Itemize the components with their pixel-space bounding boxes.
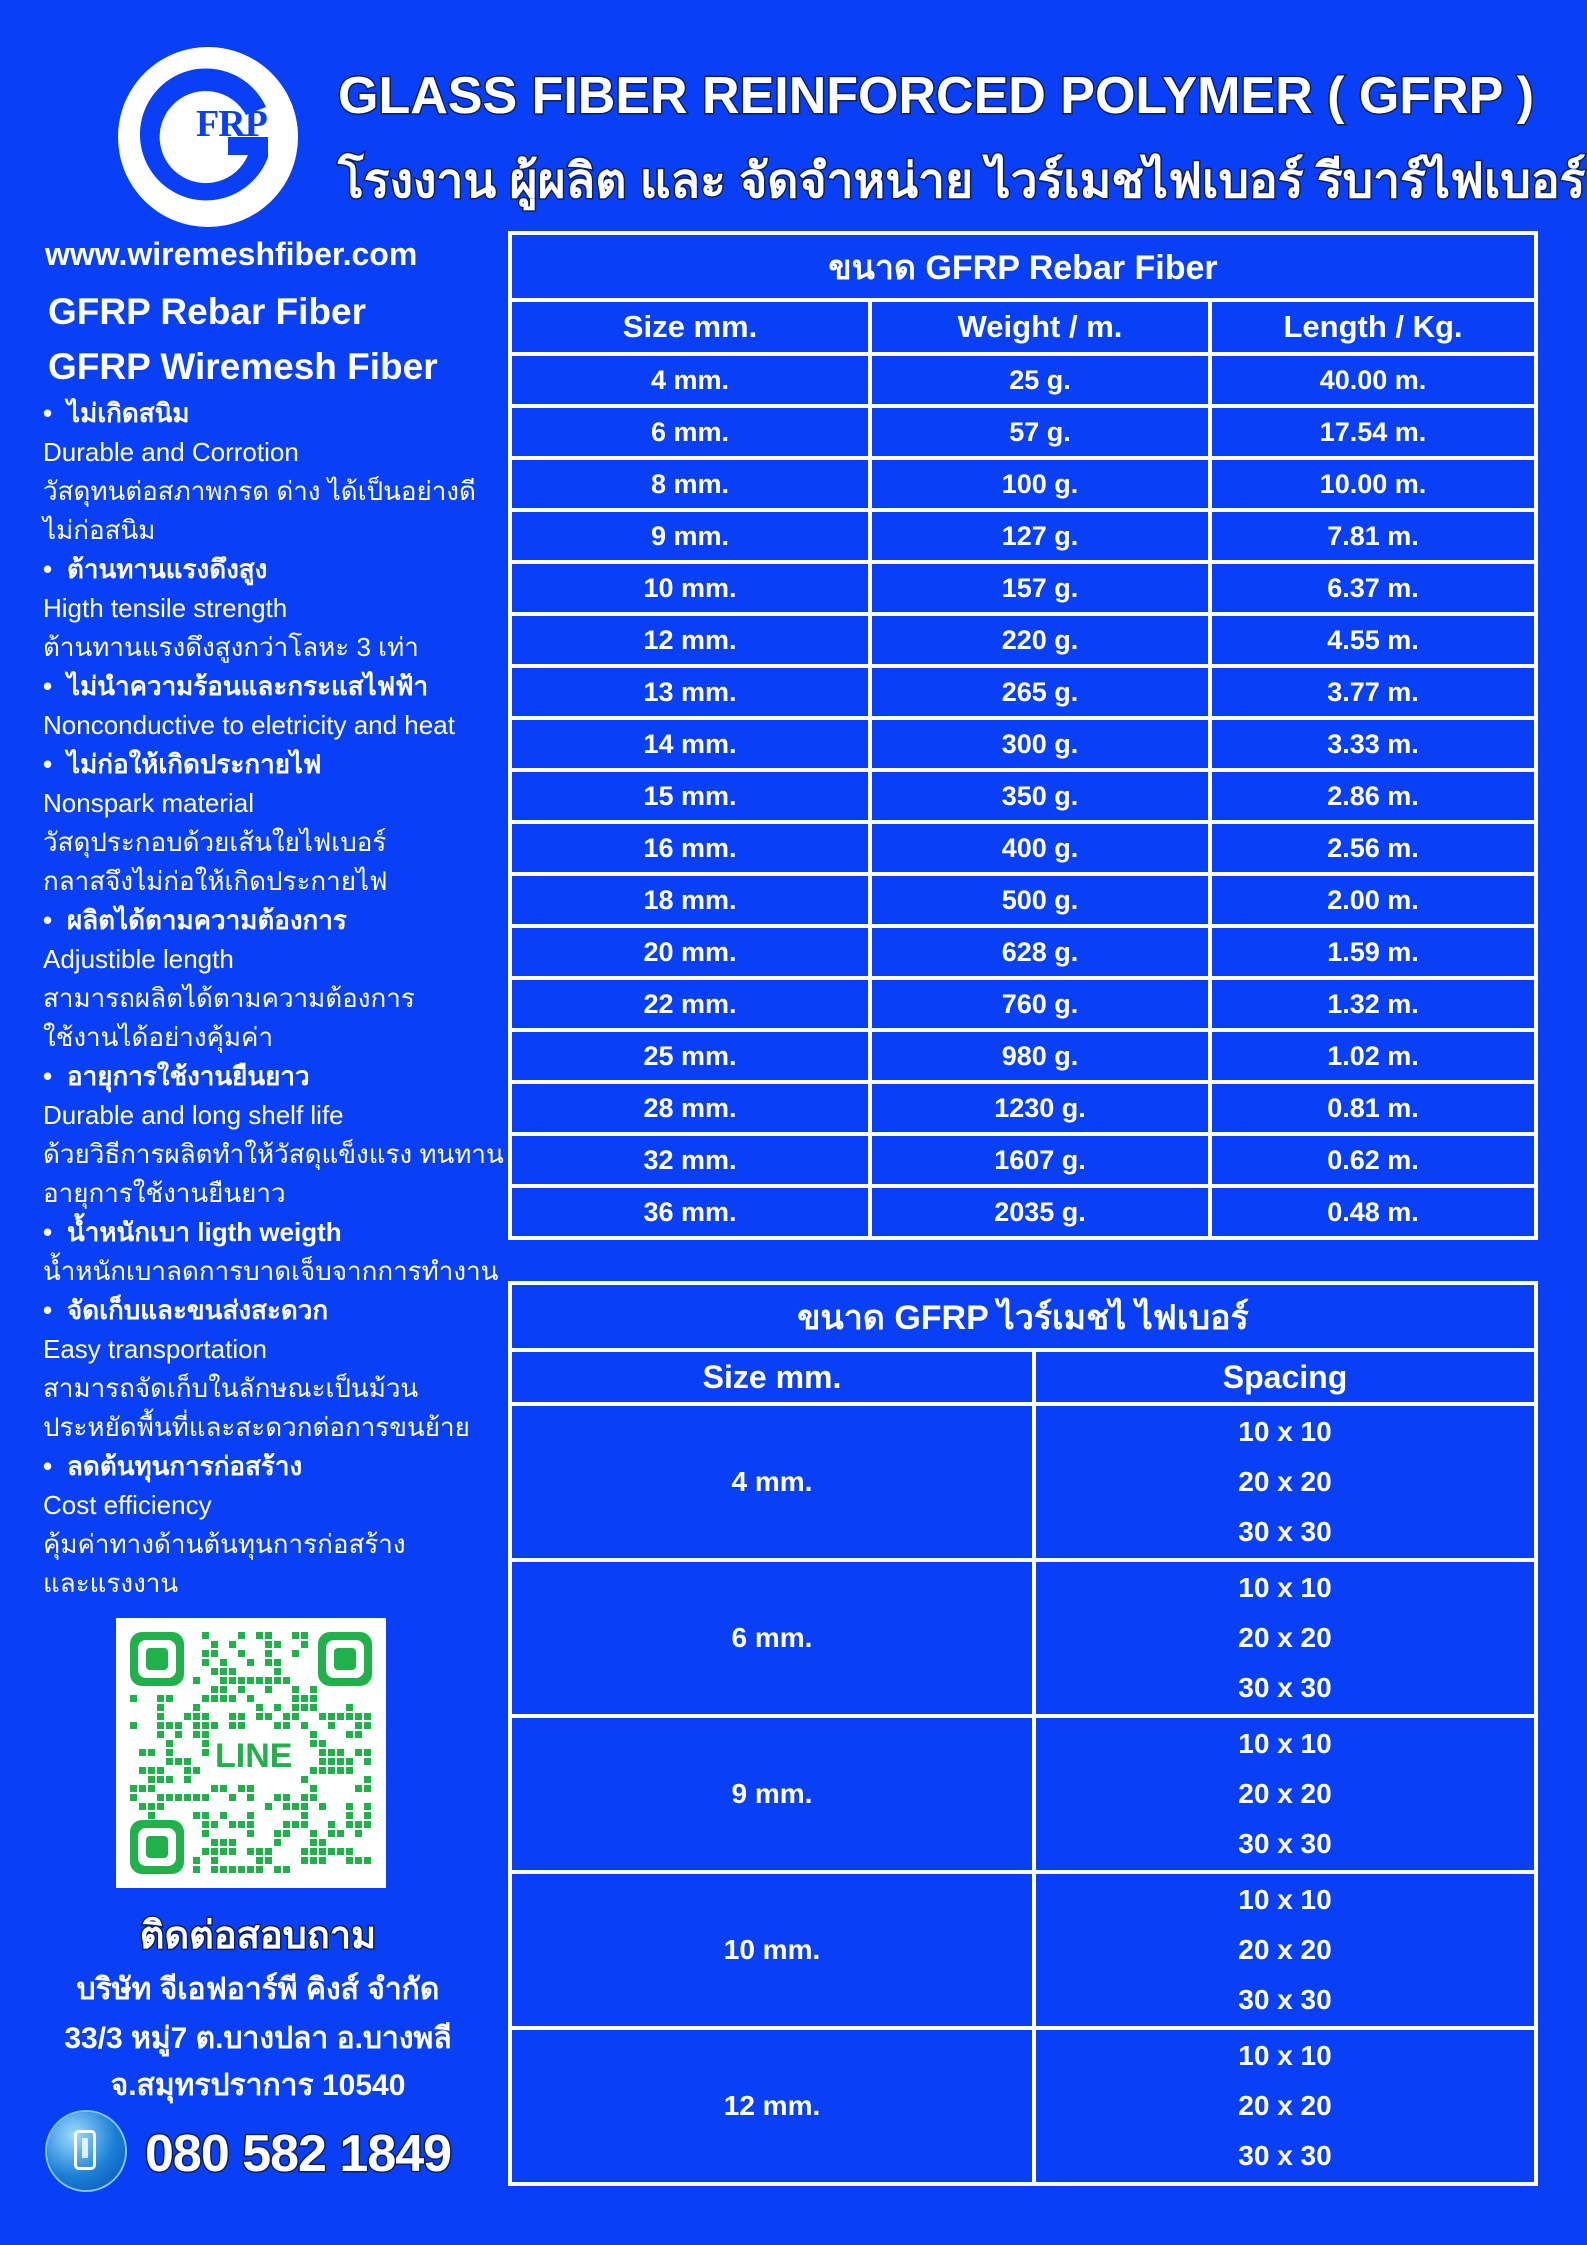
weight-cell: 628 g. bbox=[870, 926, 1210, 978]
spacing-value: 10 x 10 bbox=[1238, 2040, 1332, 2071]
weight-cell: 760 g. bbox=[870, 978, 1210, 1030]
feature-heading: • ไม่เกิดสนิม bbox=[43, 394, 503, 433]
table-row bbox=[510, 718, 1536, 770]
address-line-1: 33/3 หมู่7 ต.บางปลา อ.บางพลี bbox=[64, 2022, 452, 2055]
mesh-size-cell: 10 mm. bbox=[510, 1872, 1034, 2028]
length-cell: 1.59 m. bbox=[1210, 926, 1536, 978]
rebar-header-length: Length / Kg. bbox=[1210, 300, 1536, 354]
weight-cell: 265 g. bbox=[870, 666, 1210, 718]
wiremesh-table-title: ขนาด GFRP ไวร์เมชไ ไฟเบอร์ bbox=[510, 1283, 1536, 1350]
weight-cell: 980 g. bbox=[870, 1030, 1210, 1082]
feature-description: Easy transportation bbox=[43, 1334, 268, 1364]
feature-description: ประหยัดพื้นที่และสะดวกต่อการขนย้าย bbox=[43, 1412, 470, 1442]
weight-cell: 157 g. bbox=[870, 562, 1210, 614]
table-row bbox=[510, 406, 1536, 458]
spacing-value: 30 x 30 bbox=[1238, 2140, 1332, 2171]
feature-description: กลาสจึงไม่ก่อให้เกิดประกายไฟ bbox=[43, 866, 388, 896]
size-cell: 22 mm. bbox=[510, 978, 870, 1030]
length-cell: 3.33 m. bbox=[1210, 718, 1536, 770]
logo-text: FRP bbox=[196, 103, 267, 145]
length-cell: 2.00 m. bbox=[1210, 874, 1536, 926]
spacing-value: 10 x 10 bbox=[1238, 1728, 1332, 1759]
weight-cell: 350 g. bbox=[870, 770, 1210, 822]
table-row bbox=[510, 1716, 1536, 1872]
weight-cell: 400 g. bbox=[870, 822, 1210, 874]
length-cell: 2.86 m. bbox=[1210, 770, 1536, 822]
mesh-size-cell: 12 mm. bbox=[510, 2028, 1034, 2184]
line-label: LINE bbox=[209, 1736, 298, 1776]
table-row bbox=[510, 874, 1536, 926]
wiremesh-header-spacing: Spacing bbox=[1034, 1350, 1536, 1404]
size-cell: 4 mm. bbox=[510, 354, 870, 406]
length-cell: 2.56 m. bbox=[1210, 822, 1536, 874]
mesh-size-cell: 4 mm. bbox=[510, 1404, 1034, 1560]
phone-icon[interactable] bbox=[47, 2112, 125, 2190]
weight-cell: 2035 g. bbox=[870, 1186, 1210, 1238]
feature-heading: • จัดเก็บและขนส่งสะดวก bbox=[43, 1291, 503, 1330]
length-cell: 1.32 m. bbox=[1210, 978, 1536, 1030]
table-row bbox=[510, 978, 1536, 1030]
wiremesh-size-table bbox=[508, 1281, 1538, 2186]
length-cell: 4.55 m. bbox=[1210, 614, 1536, 666]
gfrp-logo bbox=[118, 47, 298, 227]
spacing-value: 10 x 10 bbox=[1238, 1884, 1332, 1915]
table-row bbox=[510, 458, 1536, 510]
feature-description: ด้วยวิธีการผลิตทำให้วัสดุแข็งแรง ทนทาน bbox=[43, 1139, 504, 1169]
table-row bbox=[510, 666, 1536, 718]
table-row bbox=[510, 1404, 1536, 1560]
company-name: บริษัท จีเอฟอาร์พี คิงส์ จำกัด bbox=[76, 1973, 440, 2006]
table-row bbox=[510, 822, 1536, 874]
left-column bbox=[43, 234, 503, 1603]
feature-description: คุ้มค่าทางด้านต้นทุนการก่อสร้าง bbox=[43, 1529, 406, 1559]
length-cell: 40.00 m. bbox=[1210, 354, 1536, 406]
spacing-value: 10 x 10 bbox=[1238, 1572, 1332, 1603]
spacing-value: 30 x 30 bbox=[1238, 1672, 1332, 1703]
table-row bbox=[510, 2028, 1536, 2184]
weight-cell: 25 g. bbox=[870, 354, 1210, 406]
spacing-value: 20 x 20 bbox=[1238, 1622, 1332, 1653]
spacing-value: 30 x 30 bbox=[1238, 1828, 1332, 1859]
table-row bbox=[510, 1186, 1536, 1238]
size-cell: 36 mm. bbox=[510, 1186, 870, 1238]
feature-description: Higth tensile strength bbox=[43, 593, 288, 623]
table-row bbox=[510, 510, 1536, 562]
weight-cell: 1230 g. bbox=[870, 1082, 1210, 1134]
length-cell: 0.48 m. bbox=[1210, 1186, 1536, 1238]
length-cell: 17.54 m. bbox=[1210, 406, 1536, 458]
mesh-spacing-cell bbox=[1034, 1560, 1536, 1716]
weight-cell: 127 g. bbox=[870, 510, 1210, 562]
weight-cell: 57 g. bbox=[870, 406, 1210, 458]
table-row bbox=[510, 354, 1536, 406]
length-cell: 0.62 m. bbox=[1210, 1134, 1536, 1186]
phone-number[interactable]: 080 582 1849 bbox=[145, 2125, 452, 2183]
size-cell: 12 mm. bbox=[510, 614, 870, 666]
feature-description: อายุการใช้งานยืนยาว bbox=[43, 1178, 286, 1208]
product-rebar: GFRP Rebar Fiber bbox=[48, 291, 367, 332]
length-cell: 0.81 m. bbox=[1210, 1082, 1536, 1134]
mesh-spacing-cell bbox=[1034, 1872, 1536, 2028]
weight-cell: 300 g. bbox=[870, 718, 1210, 770]
feature-heading: • ไม่นำความร้อนและกระแสไฟฟ้า bbox=[43, 667, 503, 706]
feature-heading: • ผลิตได้ตามความต้องการ bbox=[43, 901, 503, 940]
size-cell: 18 mm. bbox=[510, 874, 870, 926]
weight-cell: 100 g. bbox=[870, 458, 1210, 510]
feature-list bbox=[43, 394, 503, 1603]
feature-heading: • ไม่ก่อให้เกิดประกายไฟ bbox=[43, 745, 503, 784]
size-cell: 6 mm. bbox=[510, 406, 870, 458]
weight-cell: 1607 g. bbox=[870, 1134, 1210, 1186]
spacing-value: 20 x 20 bbox=[1238, 1466, 1332, 1497]
feature-description: สามารถผลิตได้ตามความต้องการ bbox=[43, 983, 415, 1013]
feature-description: น้ำหนักเบาลดการบาดเจ็บจากการทำงาน bbox=[43, 1256, 499, 1286]
feature-description: Cost efficiency bbox=[43, 1490, 212, 1520]
size-cell: 13 mm. bbox=[510, 666, 870, 718]
length-cell: 6.37 m. bbox=[1210, 562, 1536, 614]
contact-heading: ติดต่อสอบถาม bbox=[139, 1915, 377, 1957]
feature-description: ไม่ก่อสนิม bbox=[43, 515, 156, 545]
feature-description: Nonspark material bbox=[43, 788, 254, 818]
feature-description: ต้านทานแรงดึงสูงกว่าโลหะ 3 เท่า bbox=[43, 632, 419, 662]
product-wiremesh: GFRP Wiremesh Fiber bbox=[48, 346, 438, 387]
mesh-spacing-cell bbox=[1034, 2028, 1536, 2184]
table-row bbox=[510, 562, 1536, 614]
size-cell: 15 mm. bbox=[510, 770, 870, 822]
spacing-value: 10 x 10 bbox=[1238, 1416, 1332, 1447]
rebar-header-size: Size mm. bbox=[510, 300, 870, 354]
feature-heading: • ต้านทานแรงดึงสูง bbox=[43, 550, 503, 589]
table-row bbox=[510, 926, 1536, 978]
table-row bbox=[510, 1082, 1536, 1134]
spacing-value: 30 x 30 bbox=[1238, 1984, 1332, 2015]
rebar-header-weight: Weight / m. bbox=[870, 300, 1210, 354]
feature-description: Nonconductive to eletricity and heat bbox=[43, 710, 455, 740]
spacing-value: 20 x 20 bbox=[1238, 1934, 1332, 1965]
feature-description: Durable and long shelf life bbox=[43, 1100, 344, 1130]
page-title-th: โรงงาน ผู้ผลิต และ จัดจำหน่าย ไวร์เมชไฟเบอร์ รีบาร์ไฟเบอร์ bbox=[338, 155, 1586, 208]
size-cell: 16 mm. bbox=[510, 822, 870, 874]
feature-description: สามารถจัดเก็บในลักษณะเป็นม้วน bbox=[43, 1373, 419, 1403]
rebar-table-title: ขนาด GFRP Rebar Fiber bbox=[510, 233, 1536, 300]
size-cell: 9 mm. bbox=[510, 510, 870, 562]
website-link[interactable]: www.wiremeshfiber.com bbox=[45, 236, 418, 272]
size-cell: 28 mm. bbox=[510, 1082, 870, 1134]
mesh-size-cell: 9 mm. bbox=[510, 1716, 1034, 1872]
feature-description: วัสดุประกอบด้วยเส้นใยไฟเบอร์ bbox=[43, 827, 387, 857]
table-row bbox=[510, 614, 1536, 666]
feature-description: วัสดุทนต่อสภาพกรด ด่าง ได้เป็นอย่างดี bbox=[43, 476, 476, 506]
page-title-en: GLASS FIBER REINFORCED POLYMER ( GFRP ) bbox=[338, 67, 1535, 125]
feature-description: Adjustible length bbox=[43, 944, 234, 974]
table-row bbox=[510, 770, 1536, 822]
mesh-spacing-cell bbox=[1034, 1404, 1536, 1560]
size-cell: 20 mm. bbox=[510, 926, 870, 978]
rebar-size-table bbox=[508, 231, 1538, 1240]
size-cell: 25 mm. bbox=[510, 1030, 870, 1082]
address-line-2: จ.สมุทรปราการ 10540 bbox=[110, 2069, 406, 2102]
weight-cell: 500 g. bbox=[870, 874, 1210, 926]
mesh-spacing-cell bbox=[1034, 1716, 1536, 1872]
size-cell: 8 mm. bbox=[510, 458, 870, 510]
mesh-size-cell: 6 mm. bbox=[510, 1560, 1034, 1716]
feature-description: ใช้งานได้อย่างคุ้มค่า bbox=[43, 1022, 274, 1052]
feature-heading: • อายุการใช้งานยืนยาว bbox=[43, 1057, 503, 1096]
length-cell: 7.81 m. bbox=[1210, 510, 1536, 562]
length-cell: 10.00 m. bbox=[1210, 458, 1536, 510]
size-cell: 10 mm. bbox=[510, 562, 870, 614]
feature-heading: • ลดต้นทุนการก่อสร้าง bbox=[43, 1447, 503, 1486]
table-row bbox=[510, 1560, 1536, 1716]
feature-description: และแรงงาน bbox=[43, 1568, 179, 1598]
feature-heading: • น้ำหนักเบา ligth weigth bbox=[43, 1213, 503, 1252]
feature-description: Durable and Corrotion bbox=[43, 437, 299, 467]
spacing-value: 30 x 30 bbox=[1238, 1516, 1332, 1547]
length-cell: 1.02 m. bbox=[1210, 1030, 1536, 1082]
spacing-value: 20 x 20 bbox=[1238, 1778, 1332, 1809]
length-cell: 3.77 m. bbox=[1210, 666, 1536, 718]
size-cell: 32 mm. bbox=[510, 1134, 870, 1186]
spacing-value: 20 x 20 bbox=[1238, 2090, 1332, 2121]
table-row bbox=[510, 1134, 1536, 1186]
table-row bbox=[510, 1030, 1536, 1082]
line-qr-code[interactable] bbox=[116, 1618, 386, 1888]
weight-cell: 220 g. bbox=[870, 614, 1210, 666]
table-row bbox=[510, 1872, 1536, 2028]
wiremesh-header-size: Size mm. bbox=[510, 1350, 1034, 1404]
size-cell: 14 mm. bbox=[510, 718, 870, 770]
